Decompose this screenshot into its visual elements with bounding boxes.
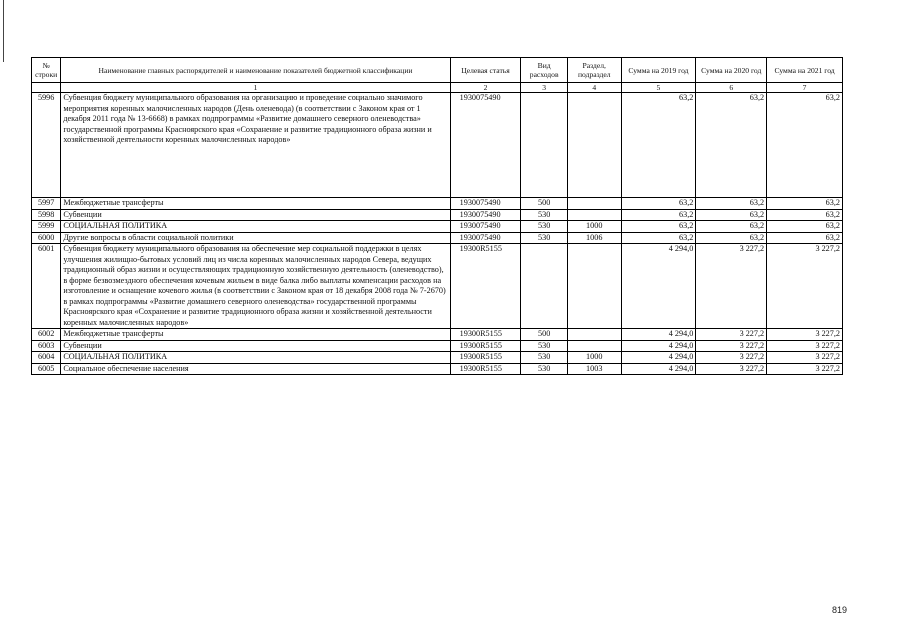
row-sum-2021: 63,2	[767, 198, 843, 210]
table-row	[32, 352, 843, 364]
column-number: 4	[567, 83, 621, 93]
row-sum-2020: 63,2	[696, 221, 767, 233]
row-section	[567, 93, 621, 198]
table-row	[32, 221, 843, 233]
row-description: СОЦИАЛЬНАЯ ПОЛИТИКА	[61, 352, 450, 364]
row-section	[567, 340, 621, 352]
row-sum-2020: 3 227,2	[696, 352, 767, 364]
row-sum-2020: 63,2	[696, 93, 767, 198]
row-sum-2019: 63,2	[621, 232, 696, 244]
table-row	[32, 232, 843, 244]
column-number: 7	[767, 83, 843, 93]
row-sum-2019: 4 294,0	[621, 352, 696, 364]
row-section	[567, 244, 621, 329]
row-number: 6002	[32, 329, 61, 341]
row-sum-2020: 63,2	[696, 198, 767, 210]
row-sum-2021: 63,2	[767, 93, 843, 198]
row-sum-2019: 63,2	[621, 221, 696, 233]
table-row	[32, 340, 843, 352]
row-number: 5996	[32, 93, 61, 198]
row-target-code: 1930075490	[450, 198, 521, 210]
row-expense-kind: 530	[521, 340, 568, 352]
row-expense-kind: 500	[521, 329, 568, 341]
header-target: Целевая статья	[450, 58, 521, 83]
header-sum-2020: Сумма на 2020 год	[696, 58, 767, 83]
header-kind: Вид расходов	[521, 58, 568, 83]
row-target-code: 19300R5155	[450, 329, 521, 341]
row-target-code: 19300R5155	[450, 352, 521, 364]
row-expense-kind: 530	[521, 221, 568, 233]
header-name: Наименование главных распорядителей и наименование показателей бюджетной классификации	[61, 58, 450, 83]
row-number: 6005	[32, 363, 61, 375]
budget-table	[31, 57, 843, 375]
row-sum-2019: 4 294,0	[621, 340, 696, 352]
row-expense-kind: 530	[521, 209, 568, 221]
left-margin-line	[3, 0, 4, 62]
page-number: 819	[832, 605, 848, 615]
row-description: Субвенция бюджету муниципального образования на обеспечение мер социальной поддержки в целях улучшения жилищно-бытовых условий лиц из числа коренных малочисленных народов Севера, ведущих традиционный образ жизни и осуществляющих традиционную хозяйственную деятельность (оленеводство), в форме безвозмездного обеспечения кочевым жильем в виде балка либо выплаты компенсации расходов на изготовление и оснащение кочевого жилья (в соответствии с Законом края от 18 декабря 2008 года № 7-2670) в рамках подпрограммы «Развитие домашнего северного оленеводства» государственной программы Красноярского края «Сохранение и развитие традиционного образа жизни и хозяйственной деятельности коренных малочисленных народов»	[61, 244, 450, 329]
row-section: 1006	[567, 232, 621, 244]
row-sum-2021: 63,2	[767, 221, 843, 233]
row-sum-2021: 63,2	[767, 232, 843, 244]
row-description: Субвенция бюджету муниципального образования на организацию и проведение социально значимого мероприятия коренных малочисленных народов (День оленевода) (в соответствии с Законом края от 1 декабря 2011 года № 13-6668) в рамках подпрограммы «Развитие домашнего северного оленеводства» государственной программы Красноярского края «Сохранение и развитие традиционного образа жизни и хозяйственной деятельности коренных малочисленных народов»	[61, 93, 450, 198]
table-row	[32, 198, 843, 210]
column-number: 1	[61, 83, 450, 93]
row-target-code: 1930075490	[450, 209, 521, 221]
row-sum-2021: 3 227,2	[767, 340, 843, 352]
row-expense-kind: 500	[521, 198, 568, 210]
row-sum-2019: 4 294,0	[621, 244, 696, 329]
row-sum-2021: 3 227,2	[767, 363, 843, 375]
row-description: Субвенции	[61, 209, 450, 221]
row-description: Межбюджетные трансферты	[61, 329, 450, 341]
row-number: 5998	[32, 209, 61, 221]
header-sum-2019: Сумма на 2019 год	[621, 58, 696, 83]
row-target-code: 1930075490	[450, 93, 521, 198]
column-number: 3	[521, 83, 568, 93]
row-sum-2021: 63,2	[767, 209, 843, 221]
table-row	[32, 363, 843, 375]
row-section: 1000	[567, 221, 621, 233]
header-row-no: № строки	[32, 58, 61, 83]
row-sum-2019: 4 294,0	[621, 329, 696, 341]
row-number: 6004	[32, 352, 61, 364]
row-sum-2020: 3 227,2	[696, 244, 767, 329]
row-section: 1000	[567, 352, 621, 364]
table-row	[32, 93, 843, 198]
row-sum-2020: 63,2	[696, 209, 767, 221]
row-sum-2020: 63,2	[696, 232, 767, 244]
row-section	[567, 329, 621, 341]
row-sum-2021: 3 227,2	[767, 329, 843, 341]
header-row	[32, 58, 843, 83]
column-number: 6	[696, 83, 767, 93]
row-number: 5997	[32, 198, 61, 210]
row-sum-2019: 4 294,0	[621, 363, 696, 375]
row-section	[567, 209, 621, 221]
column-number: 2	[450, 83, 521, 93]
row-number: 6003	[32, 340, 61, 352]
table-row	[32, 329, 843, 341]
row-expense-kind: 530	[521, 352, 568, 364]
row-expense-kind	[521, 93, 568, 198]
row-sum-2020: 3 227,2	[696, 329, 767, 341]
column-number: 5	[621, 83, 696, 93]
row-number: 6000	[32, 232, 61, 244]
row-target-code: 1930075490	[450, 221, 521, 233]
column-number-row	[32, 83, 843, 93]
row-description: Субвенции	[61, 340, 450, 352]
row-description: Межбюджетные трансферты	[61, 198, 450, 210]
row-expense-kind: 530	[521, 363, 568, 375]
header-section: Раздел, подраздел	[567, 58, 621, 83]
table-row	[32, 244, 843, 329]
row-number: 6001	[32, 244, 61, 329]
row-sum-2020: 3 227,2	[696, 363, 767, 375]
row-sum-2020: 3 227,2	[696, 340, 767, 352]
row-sum-2019: 63,2	[621, 198, 696, 210]
row-target-code: 1930075490	[450, 232, 521, 244]
row-description: СОЦИАЛЬНАЯ ПОЛИТИКА	[61, 221, 450, 233]
header-sum-2021: Сумма на 2021 год	[767, 58, 843, 83]
row-section	[567, 198, 621, 210]
column-number	[32, 83, 61, 93]
row-sum-2021: 3 227,2	[767, 352, 843, 364]
row-description: Социальное обеспечение населения	[61, 363, 450, 375]
table-row	[32, 209, 843, 221]
row-number: 5999	[32, 221, 61, 233]
row-target-code: 19300R5155	[450, 244, 521, 329]
row-expense-kind: 530	[521, 232, 568, 244]
row-sum-2019: 63,2	[621, 209, 696, 221]
row-sum-2019: 63,2	[621, 93, 696, 198]
row-target-code: 19300R5155	[450, 363, 521, 375]
row-expense-kind	[521, 244, 568, 329]
row-section: 1003	[567, 363, 621, 375]
row-sum-2021: 3 227,2	[767, 244, 843, 329]
row-target-code: 19300R5155	[450, 340, 521, 352]
row-description: Другие вопросы в области социальной политики	[61, 232, 450, 244]
